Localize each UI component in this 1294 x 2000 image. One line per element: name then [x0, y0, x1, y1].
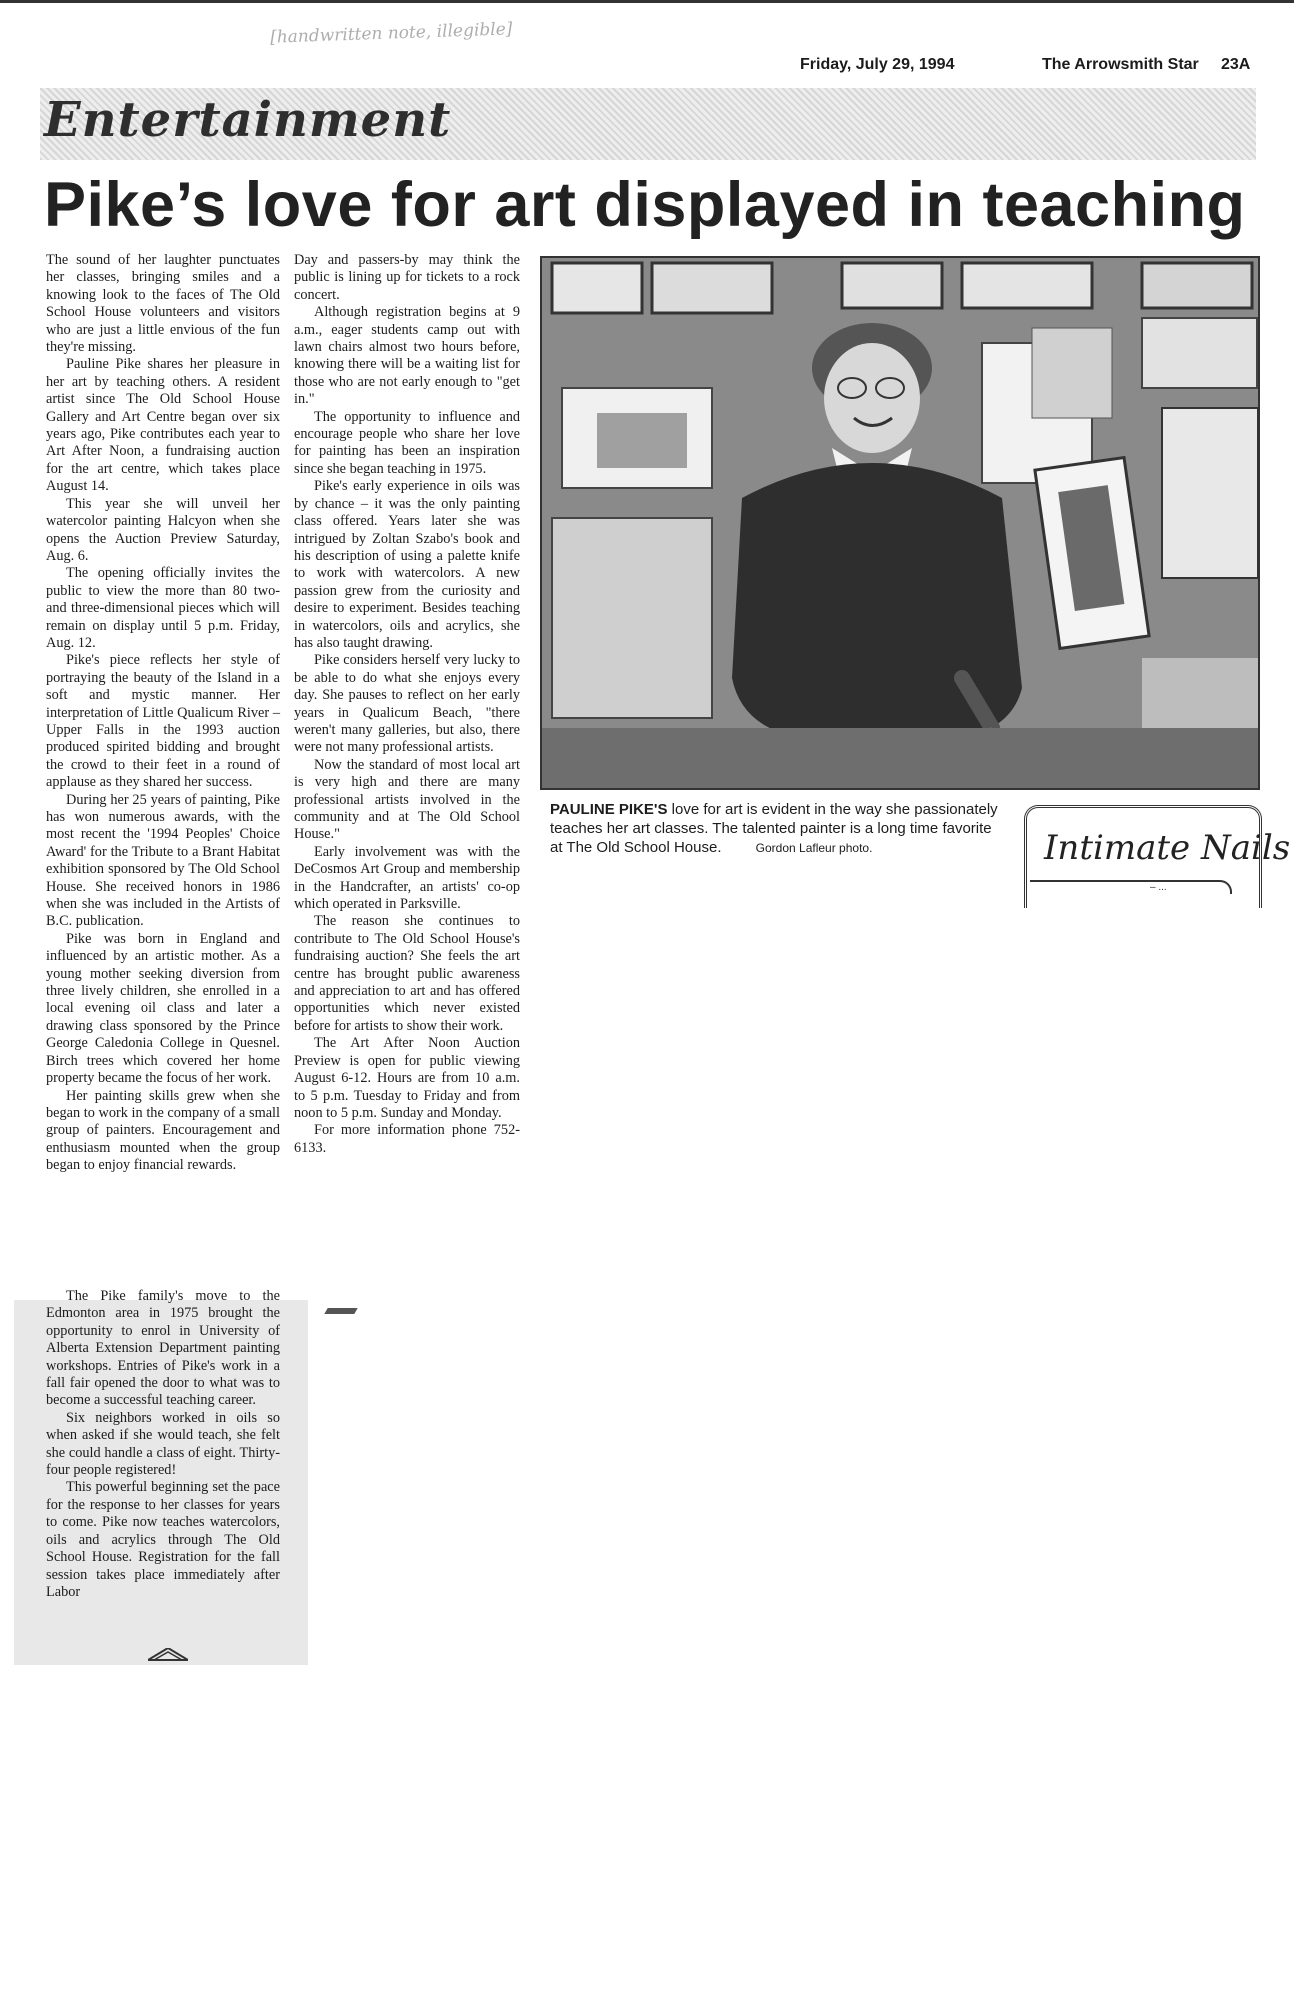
handwritten-note: [handwritten note, illegible]	[269, 19, 513, 48]
paragraph: Six neighbors worked in oils so when asked if she would teach, she felt she could handle a class of eight. Thirty-four people registered!	[46, 1409, 280, 1479]
issue-date: Friday, July 29, 1994	[800, 56, 955, 73]
photo-credit: Gordon Lafleur photo.	[755, 841, 873, 855]
article-photo	[540, 256, 1260, 790]
paragraph: Day and passers-by may think the public is lining up for tickets to a rock concert.	[294, 252, 520, 303]
paragraph: The Pike family's move to the Edmonton area in 1975 brought the opportunity to enrol in University of Alberta Extension Department painting workshops. Entries of Pike's work in a fall fair opened the door to what was to become a successful teaching career.	[46, 1288, 280, 1409]
paragraph: Pike considers herself very lucky to be able to do what she enjoys every day. She pauses to reflect on her early years in Qualicum Beach, "there weren't many galleries, but also, there were not many professional artists.	[294, 652, 520, 756]
paragraph: This year she will unveil her watercolor painting Halcyon when she opens the Auction Preview Saturday, Aug. 6.	[46, 495, 280, 564]
paragraph: Pike's early experience in oils was by chance – it was the only painting class offered. Years later she was intrigued by Zoltan Szabo's book and his description of using a palette knife to work with watercolors. A new passion grew from the curiosity and desire to experiment. Besides teaching in watercolors, oils and acrylics, she has also taught drawing.	[294, 478, 520, 651]
advertisement-name: Intimate Nails	[1044, 828, 1291, 868]
paragraph: The Art After Noon Auction Preview is open for public viewing August 6-12. Hours are from 10 a.m. to 5 p.m. Tuesday to Friday and from noon to 5 p.m. Sunday and Monday.	[294, 1035, 520, 1121]
paragraph: Early involvement was with the DeCosmos Art Group and membership in the Handcrafter, an artists' co-op which operated in Parksville.	[294, 843, 520, 913]
page-number: 23A	[1221, 56, 1251, 73]
paragraph: Her painting skills grew when she began to work in the company of a small group of painters. Encouragement and enthusiasm mounted when the group began to enjoy financial rewards.	[46, 1087, 280, 1174]
advertisement-rule	[1030, 880, 1232, 894]
article-headline: Pike’s love for art displayed in teaching	[44, 170, 1246, 240]
paragraph: Now the standard of most local art is very high and there are many professional artists involved in the community and at The Old School House."	[294, 756, 520, 843]
paragraph: The opportunity to influence and encourage people who share her love for painting has been an inspiration since she began teaching in 1975.	[294, 408, 520, 477]
print-smudge	[324, 1308, 357, 1314]
caption-lead: PAULINE PIKE'S	[550, 801, 668, 818]
paragraph: For more information phone 752-6133.	[294, 1122, 520, 1156]
advertisement-subtext: – ...	[1150, 882, 1167, 893]
paragraph: The opening officially invites the public to view the more than 80 two- and three-dimensional pieces which will remain on display until 5 p.m. Friday, Aug. 12.	[46, 565, 280, 651]
paragraph: Pike's piece reflects her style of portraying the beauty of the Island in a soft and mystic manner. Her interpretation of Little Qualicum River – Upper Falls in the 1993 auction produced spirited bidding and brought the crowd to their feet in a round of applause as they shared her success.	[46, 652, 280, 791]
article-column-1	[46, 252, 280, 1175]
paragraph: Pike was born in England and influenced by an artistic mother. As a young mother seeking diversion from three lively children, she enrolled in a local evening oil class and later a drawing class sponsored by the Prince George Caledonia College in Quesnel. Birch trees which covered her home property became the focus of her work.	[46, 930, 280, 1087]
photo-caption	[550, 800, 1000, 858]
paragraph: Although registration begins at 9 a.m., eager students camp out with lawn chairs almost two hours before, knowing there will be a waiting list for those who are not early enough to "get in."	[294, 304, 520, 408]
page-top-rule	[0, 0, 1294, 3]
photo-illustration	[542, 258, 1258, 788]
paragraph: The reason she continues to contribute to The Old School House's fundraising auction? She feels the art centre has brought public awareness and appreciation to art and has offered opportunities which never existed before for artists to show their work.	[294, 913, 520, 1034]
paragraph: The sound of her laughter punctuates her classes, bringing smiles and a knowing look to the faces of The Old School House volunteers and visitors who are just a little envious of the fun they're missing.	[46, 252, 280, 356]
paragraph: Pauline Pike shares her pleasure in her art by teaching others. A resident artist since The Old School House Gallery and Art Centre began over six years ago, Pike contributes each year to Art After Noon, a fundraising auction for the art centre, which takes place August 14.	[46, 356, 280, 495]
paragraph: During her 25 years of painting, Pike has won numerous awards, with the most recent the '1994 Peoples' Choice Award' for the Tribute to a Brant Habitat exhibition sponsored by The Old School House. She received honors in 1986 when she was included in the Artists of B.C. publication.	[46, 791, 280, 930]
caption-text: love for art is evident in the way she passionately teaches her art classes. The talented painter is a long time favorite at The Old School House.	[550, 801, 998, 856]
newspaper-name: The Arrowsmith Star	[1042, 56, 1199, 73]
article-column-2	[294, 252, 520, 1157]
column-end-ornament	[148, 1648, 188, 1662]
section-title: Entertainment	[44, 92, 452, 148]
paragraph: This powerful beginning set the pace for the response to her classes for years to come. Pike now teaches watercolors, oils and acrylics through The Old School House. Registration for the fall session takes place immediately after Labor	[46, 1479, 280, 1600]
article-column-1-continued	[46, 1288, 280, 1601]
